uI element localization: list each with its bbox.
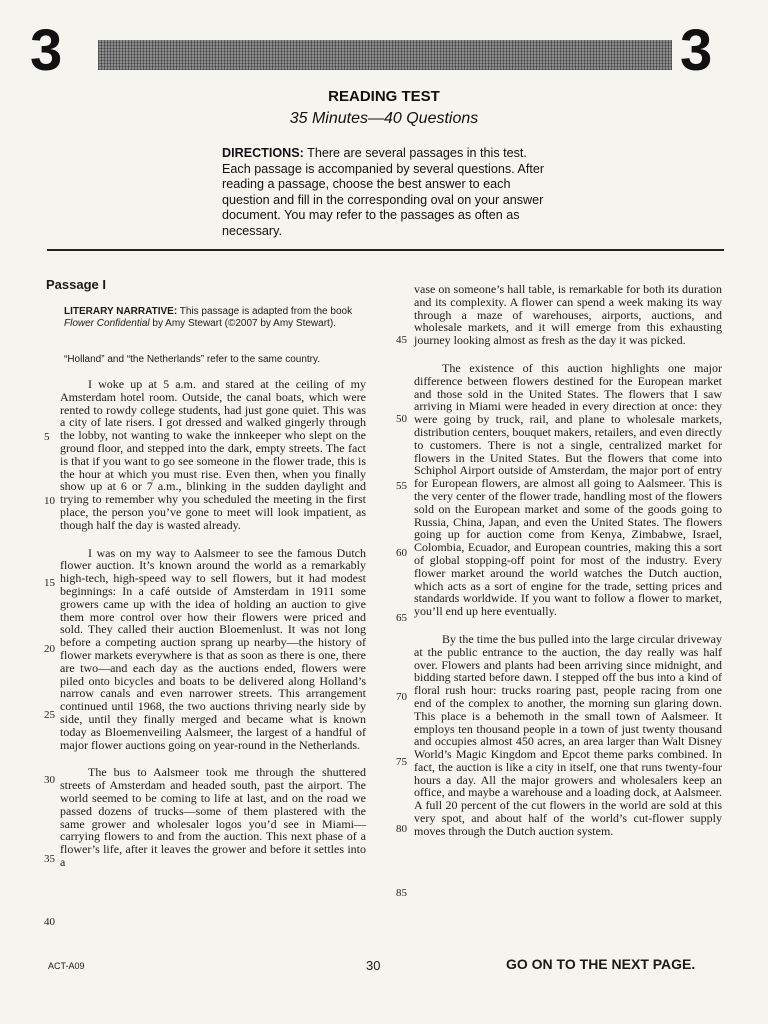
line-number: 70 xyxy=(396,691,407,703)
line-number: 25 xyxy=(44,709,55,721)
passage-paragraph: I woke up at 5 a.m. and stared at the ceiling of my Amsterdam hotel room. Outside, the canal boats, which were rented to rowdy college students, had just gone quiet. This was a city of late risers. I got dressed and walked gingerly through the lobby, not wanting to wake the innkeeper who slept on the ground floor, and stepped into the dark, empty streets. The fact is that if you want to go see someone in the flower trade, this is the hour at which you must rise. Even then, when you finally show up at 6 or 7 a.m., blinking in the sudden daylight and trying to remember why you scheduled the meeting in the first place, the person you’ve gone to meet will look impatient, as though half the day is wasted already. xyxy=(60,377,366,532)
line-number: 5 xyxy=(44,431,50,443)
passage-paragraph: I was on my way to Aalsmeer to see the famous Dutch flower auction. It’s known around the world as a remarkably high-tech, high-speed way to sell flowers, but it had modest beginnings: In a café outside of Amsterdam in 1911 some growers came up with the idea of holding an auction to give them more control over how their flowers were priced and sold. They called their auction Bloemenlust. It was not long before a competing auction sprang up nearby—the history of flower markets everywhere is that as soon as there is one, there are two—and each day as the auctions ended, flowers were piled onto bicycles and boats to be delivered along Holland’s narrow canals and even narrower streets. This arrangement continued until 1968, the two auctions thriving nearly side by side, until they finally merged and became what is known today as Bloemenveiling Aalsmeer, the largest of a handful of major flower auctions going on year-round in the Netherlands. xyxy=(60,545,366,752)
footer-next-page: GO ON TO THE NEXT PAGE. xyxy=(506,956,696,972)
directions-text: There are several passages in this test. Each passage is accompanied by several questions. After reading a passage, choose the best answer to each question and fill in the corresponding oval on your answer document. You may refer to the passages as often as necessary. xyxy=(222,146,545,238)
passage-column-left xyxy=(60,378,366,884)
test-title: READING TEST xyxy=(328,88,440,105)
footer-form-code: ACT-A09 xyxy=(48,961,85,971)
section-number-right: 3 xyxy=(680,18,713,83)
intro-label: LITERARY NARRATIVE: xyxy=(64,306,178,317)
intro-book-title: Flower Confidential xyxy=(64,318,150,329)
passage-heading: Passage I xyxy=(46,277,106,292)
footer-page-number: 30 xyxy=(366,958,381,973)
section-divider xyxy=(47,249,724,251)
passage-paragraph: The existence of this auction highlights one major difference between flowers destined for the European market and those sold in the United States. The flowers that I saw arriving in Miami were headed in every direction at once: they were going by truck, rail, and plane to wholesale markets, distribution centers, bouquet makers, retailers, and even directly to customers. There is not a single, centralized market for flowers in the United States. But the flowers that come into Schiphol Airport outside of Amsterdam, the major port of entry for European flowers, are almost all going to Aalsmeer. This is the very center of the flower trade, handling most of the flowers sold on the European market and some of the goods going to Russia, China, Japan, and even the United States. The flowers going up for auction come from Kenya, Zimbabwe, Israel, Colombia, Ecuador, and European countries, making this a sort of global stopping-off point for most of the industry. Every flower market around the world watches the Dutch auction, which acts as a sort of engine for the trade, setting prices and standards worldwide. If you want to follow a flower to market, you’ll end up here eventually. xyxy=(414,360,722,619)
line-number: 20 xyxy=(44,643,55,655)
line-number: 65 xyxy=(396,612,407,624)
directions-block xyxy=(222,146,548,240)
passage-note: “Holland” and “the Netherlands” refer to the same country. xyxy=(64,354,321,365)
line-number: 60 xyxy=(396,547,407,559)
line-number: 55 xyxy=(396,480,407,492)
section-number-left: 3 xyxy=(30,18,63,83)
intro-pre: This passage is adapted from the book xyxy=(177,306,353,317)
line-number: 15 xyxy=(44,577,55,589)
test-subtitle: 35 Minutes—40 Questions xyxy=(289,110,479,127)
line-number: 35 xyxy=(44,853,55,865)
passage-paragraph: The bus to Aalsmeer took me through the shuttered streets of Amsterdam and headed south, past the airport. The world seemed to be coming to life at last, and on the road we passed dozens of trucks—some of them plastered with the same grower and wholesaler logos you’d see in Miami—carrying flowers to and from the auction. This next phase of a flower’s life, after it leaves the grower and before it settles into a xyxy=(60,765,366,869)
line-number: 40 xyxy=(44,916,55,928)
line-number: 45 xyxy=(396,334,407,346)
line-number: 50 xyxy=(396,413,407,425)
passage-intro xyxy=(64,306,366,330)
directions-label: DIRECTIONS: xyxy=(222,146,304,160)
intro-post: by Amy Stewart (©2007 by Amy Stewart). xyxy=(149,318,336,329)
line-number: 30 xyxy=(44,774,55,786)
passage-paragraph: vase on someone’s hall table, is remarkable for both its duration and its complexity. A flower can spend a week making its way through a maze of warehouses, airports, auctions, and wholesale markets, and it will emerge from this exhausting journey looking almost as fresh as the day it was picked. xyxy=(414,282,722,348)
passage-paragraph: By the time the bus pulled into the large circular driveway at the public entrance to the auction, the day really was half over. Flowers and plants had been arriving since midnight, and bidding started before dawn. I stepped off the bus into a kind of floral rush hour: trucks roaring past, people racing from one end of the complex to another, the morning sun glaring down. This place is a behemoth in the small town of Aalsmeer. It employs ten thousand people in a town of just twenty thousand and occupies almost 450 acres, an area larger than Walt Disney World’s Magic Kingdom and Epcot theme parks combined. In fact, the auction is like a city in itself, one that runs twenty-four hours a day. All the major growers and wholesalers keep an office, and maybe a warehouse and a loading dock, at Aalsmeer. A full 20 percent of the cut flowers in the world are sold at this very spot, and about half of the world’s cut-flower supply moves through the Dutch auction system. xyxy=(414,631,722,838)
line-number: 80 xyxy=(396,823,407,835)
line-number: 75 xyxy=(396,756,407,768)
passage-column-right xyxy=(414,283,722,853)
line-number: 10 xyxy=(44,495,55,507)
line-number: 85 xyxy=(396,887,407,899)
section-header-band xyxy=(98,40,672,70)
